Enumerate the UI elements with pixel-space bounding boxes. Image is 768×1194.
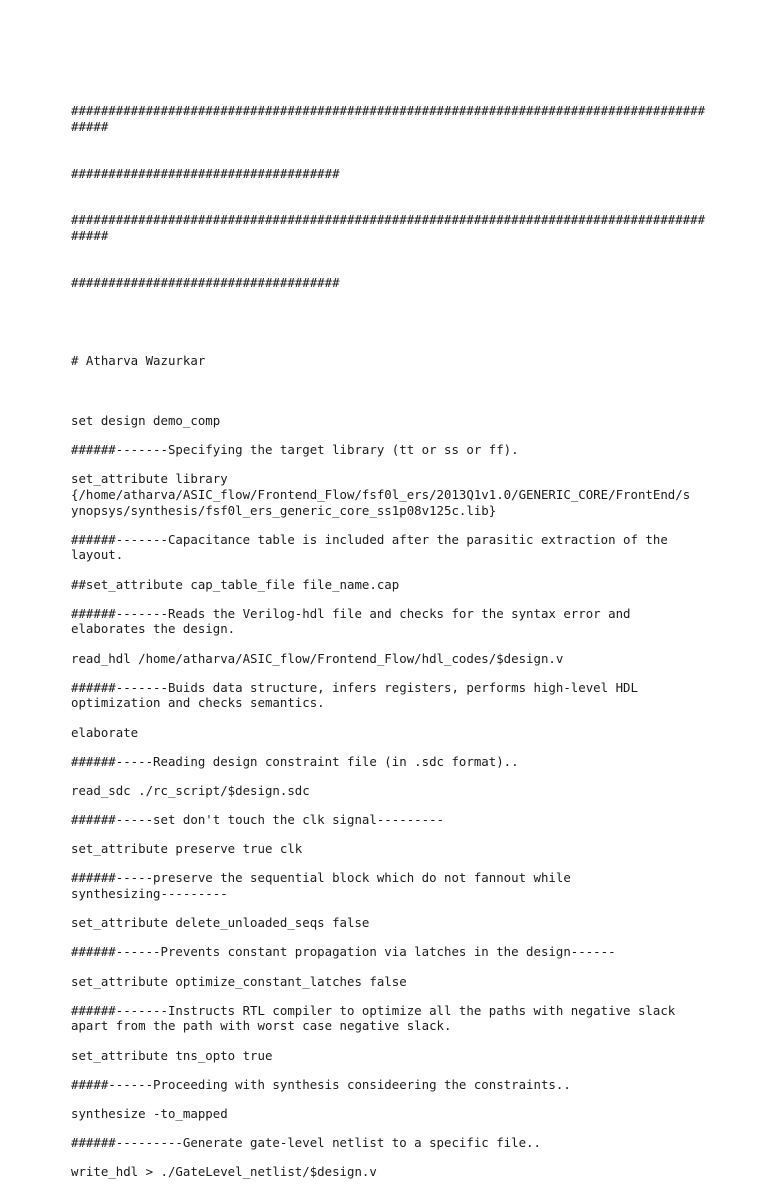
header-line: #################################### xyxy=(71,165,340,181)
script-line: ######-------Specifying the target library (tt or ss or ff). xyxy=(71,442,519,458)
script-paragraph xyxy=(71,1135,711,1151)
script-paragraph xyxy=(71,870,711,901)
script-paragraph xyxy=(71,577,711,593)
script-paragraph xyxy=(71,812,711,828)
script-document xyxy=(71,72,711,1194)
script-paragraph xyxy=(71,1106,711,1122)
script-line: set design demo_comp xyxy=(71,413,221,429)
script-paragraph xyxy=(71,1164,711,1180)
header-line: ########################################################################################## xyxy=(71,103,706,134)
script-line: ######-------Reads the Verilog-hdl file and checks for the syntax error and xyxy=(71,605,631,621)
script-line: #####------Proceeding with synthesis consideering the constraints.. xyxy=(71,1076,571,1092)
script-line: ######-----Reading design constraint file (in .sdc format).. xyxy=(71,753,519,769)
script-paragraph xyxy=(71,944,711,960)
script-line: layout. xyxy=(71,547,124,563)
script-paragraph xyxy=(71,651,711,667)
script-line: read_sdc ./rc_script/$design.sdc xyxy=(71,782,310,798)
script-line: synthesize -to_mapped xyxy=(71,1105,228,1121)
script-line: ######-------Instructs RTL compiler to optimize all the paths with negative slack xyxy=(71,1002,676,1018)
script-line: set_attribute library xyxy=(71,471,228,487)
script-line: ######---------Generate gate-level netlist to a specific file.. xyxy=(71,1135,541,1151)
script-line: ######-------Capacitance table is included after the parasitic extraction of the xyxy=(71,531,668,547)
script-line: elaborate xyxy=(71,724,139,740)
script-line: set_attribute delete_unloaded_seqs false xyxy=(71,915,370,931)
script-paragraph xyxy=(71,725,711,741)
script-line: ##set_attribute cap_table_file file_name.cap xyxy=(71,576,400,592)
script-line: ynopsys/synthesis/fsf0l_ers_generic_core_ss1p08v125c.lib} xyxy=(71,502,497,518)
script-line: optimization and checks semantics. xyxy=(71,695,325,711)
script-line: set_attribute tns_opto true xyxy=(71,1047,273,1063)
script-line: synthesizing--------- xyxy=(71,886,228,902)
script-line: read_hdl /home/atharva/ASIC_flow/Frontend_Flow/hdl_codes/$design.v xyxy=(71,650,564,666)
script-line: ######-----set don't touch the clk signal--------- xyxy=(71,812,444,828)
script-paragraph xyxy=(71,606,711,637)
script-line: ######------Prevents constant propagation via latches in the design------ xyxy=(71,944,616,960)
script-paragraph xyxy=(71,1003,711,1034)
script-paragraph xyxy=(71,974,711,990)
author-comment xyxy=(71,322,711,400)
script-paragraph xyxy=(71,841,711,857)
script-line: apart from the path with worst case negative slack. xyxy=(71,1018,452,1034)
script-body xyxy=(71,413,711,1180)
script-paragraph xyxy=(71,413,711,429)
script-line: write_hdl > ./GateLevel_netlist/$design.v xyxy=(71,1164,377,1180)
script-paragraph xyxy=(71,471,711,518)
script-line: set_attribute preserve true clk xyxy=(71,841,303,857)
script-paragraph xyxy=(71,532,711,563)
script-paragraph xyxy=(71,915,711,931)
script-paragraph xyxy=(71,754,711,770)
script-paragraph xyxy=(71,783,711,799)
author-line: # Atharva Wazurkar xyxy=(71,352,206,368)
script-line: ######-------Buids data structure, infers registers, performs high-level HDL xyxy=(71,679,638,695)
script-line: ######-----preserve the sequential block which do not fannout while xyxy=(71,870,571,886)
script-paragraph xyxy=(71,442,711,458)
script-line: elaborates the design. xyxy=(71,621,236,637)
script-paragraph xyxy=(71,1048,711,1064)
script-line: {/home/atharva/ASIC_flow/Frontend_Flow/fsf0l_ers/2013Q1v1.0/GENERIC_CORE/FrontEnd/s xyxy=(71,487,691,503)
script-line: set_attribute optimize_constant_latches false xyxy=(71,973,407,989)
script-paragraph xyxy=(71,1077,711,1093)
header-line: #################################### xyxy=(71,274,340,290)
header-line: ########################################################################################## xyxy=(71,212,706,243)
header-block xyxy=(71,72,711,322)
script-paragraph xyxy=(71,680,711,711)
